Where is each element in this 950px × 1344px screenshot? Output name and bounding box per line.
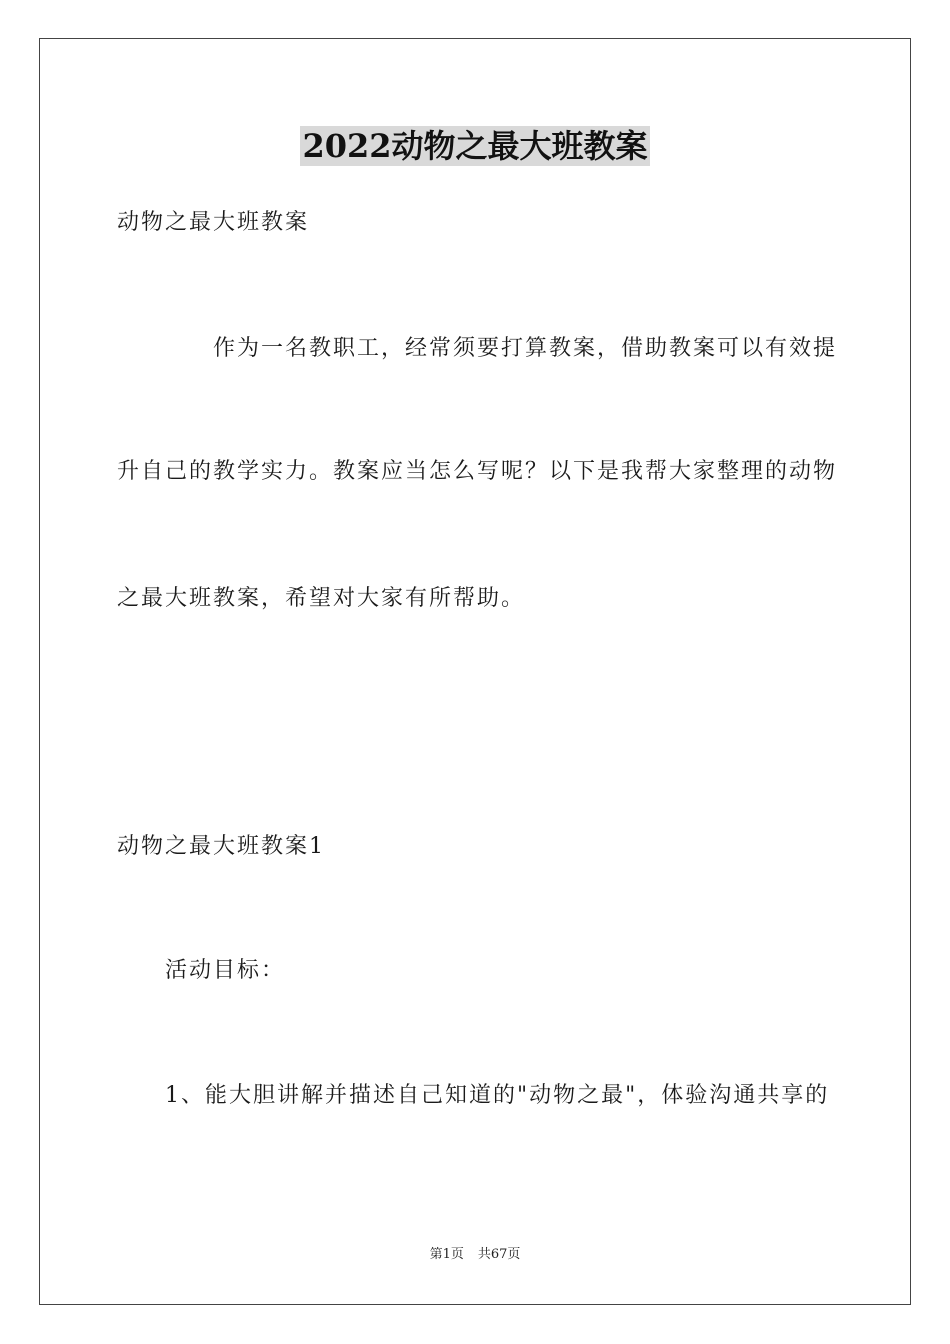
objective-1: 1、能大胆讲解并描述自己知道的"动物之最"，体验沟通共享的: [165, 1083, 830, 1108]
page-footer: [0, 1246, 950, 1264]
document-subtitle: 动物之最大班教案: [117, 210, 310, 235]
title-container: [0, 126, 950, 166]
intro-line-2: 升自己的教学实力。教案应当怎么写呢？以下是我帮大家整理的动物: [117, 459, 838, 484]
intro-line-1: 作为一名教职工，经常须要打算教案，借助教案可以有效提: [213, 336, 838, 361]
document-title: 2022动物之最大班教案: [302, 127, 648, 165]
intro-line-3: 之最大班教案，希望对大家有所帮助。: [117, 586, 526, 611]
page-total: 共67页: [477, 1247, 521, 1262]
page-current: 第1页: [429, 1247, 464, 1262]
section-heading: 动物之最大班教案1: [117, 834, 325, 859]
objectives-label: 活动目标：: [165, 958, 286, 983]
